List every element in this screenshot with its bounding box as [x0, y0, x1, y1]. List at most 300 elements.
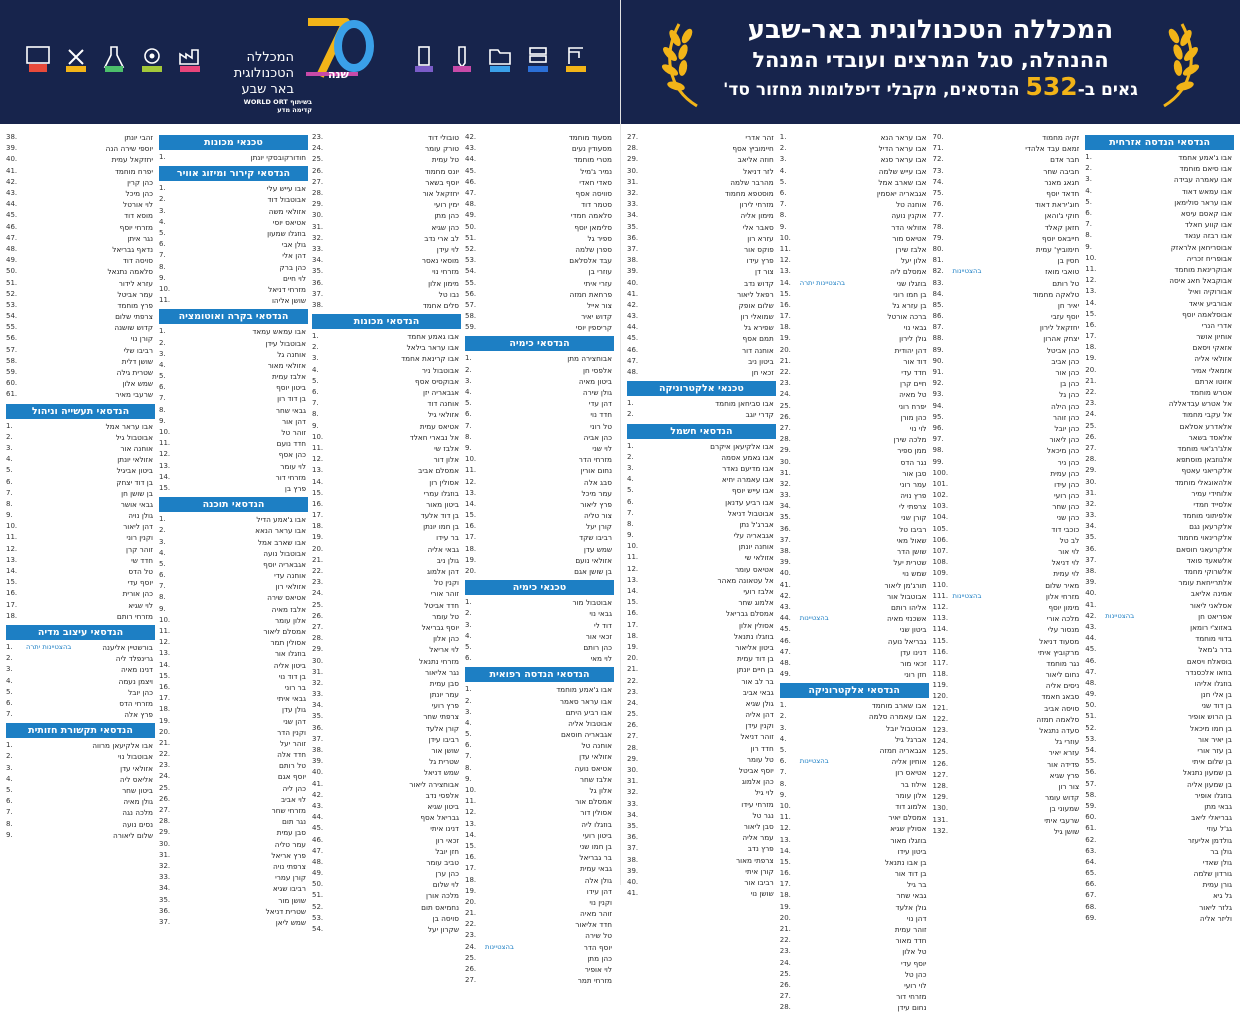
graduate-name: לוי חיים [283, 273, 306, 283]
graduate-row [465, 421, 614, 432]
graduate-name: מזרחי דור [896, 992, 927, 1002]
graduate-name: אלבז עמית [271, 372, 306, 382]
graduate-row [1085, 353, 1234, 364]
graduate-number: 5. [1085, 197, 1092, 206]
section-header: הנדסאי הנדסה אזרחית [1085, 135, 1234, 150]
graduate-number: 48. [779, 658, 791, 667]
graduate-name: לוי שלום [432, 880, 459, 890]
graduate-number: 8. [1085, 231, 1092, 240]
graduate-name: חבר אדם [1050, 155, 1080, 165]
graduate-number: 19. [1085, 354, 1097, 363]
graduate-name: פרץ רועי [431, 701, 459, 711]
graduate-row [6, 177, 155, 188]
graduate-name: אמינה אליאב [1190, 589, 1232, 599]
graduate-number: 29. [627, 155, 639, 164]
graduate-number: 69. [1085, 913, 1097, 922]
graduate-row [627, 441, 776, 452]
graduate-row [6, 132, 155, 143]
graduate-number: 43. [465, 144, 477, 153]
graduate-name: זהר אדרי [745, 133, 774, 143]
graduate-number: 25. [779, 969, 791, 978]
graduate-number: 7. [6, 488, 13, 497]
graduate-name: מוסטפא מחמוד [724, 189, 774, 199]
graduate-number: 20. [627, 654, 639, 663]
graduate-name: סאדי חאדי [579, 177, 612, 187]
graduate-name: נגר הדס [900, 457, 927, 467]
graduate-row [312, 667, 461, 678]
graduate-number: 18. [779, 323, 791, 332]
graduate-number: 16. [312, 499, 324, 508]
graduate-number: 56. [465, 289, 477, 298]
graduate-row [6, 642, 155, 653]
graduate-name: כהן הילה [1051, 401, 1080, 411]
graduate-name: אלבז שירן [895, 244, 927, 254]
graduate-row [6, 210, 155, 221]
graduate-number: 50. [465, 222, 477, 231]
graduate-number: 30. [312, 211, 324, 220]
graduate-name: נגר איתן [127, 233, 153, 243]
graduate-name: סלאמה נתנאל [107, 267, 153, 277]
graduate-number: 118. [932, 670, 949, 679]
graduate-row [465, 210, 614, 221]
graduate-row [465, 740, 614, 751]
graduate-name: אבו עראר אמל [105, 421, 153, 431]
graduate-number: 15. [779, 857, 791, 866]
graduate-row [159, 805, 308, 816]
graduate-row [933, 803, 1082, 814]
graduate-name: בן הרוש אופיר [1187, 712, 1232, 722]
graduate-number: 16. [627, 609, 639, 618]
graduate-name: גג'ל עוזי [1206, 824, 1232, 834]
graduate-number: 58. [1085, 790, 1097, 799]
graduate-row [1085, 689, 1234, 700]
graduate-name: אלמוג דוד [895, 801, 927, 811]
graduate-number: 1. [779, 133, 787, 142]
graduate-name: מטרי מוחמד [573, 155, 612, 165]
graduate-row [1085, 868, 1234, 879]
graduate-name: אוחנה אור [120, 443, 153, 453]
graduate-row [933, 512, 1082, 523]
graduate-row [627, 474, 776, 485]
graduate-number: 31. [312, 222, 324, 231]
graduate-number: 89. [932, 345, 944, 354]
graduate-name: אבו עראר סולימאן [1174, 197, 1232, 207]
graduate-number: 11. [159, 439, 171, 448]
graduate-row [780, 401, 929, 412]
graduate-number: 121. [932, 703, 949, 712]
graduate-row [1085, 242, 1234, 253]
graduate-name: צרפתי לי [898, 502, 927, 512]
graduate-number: 52. [312, 902, 324, 911]
right-page-column [779, 132, 929, 1013]
graduate-name: טל רוני [590, 421, 612, 431]
graduate-row [933, 568, 1082, 579]
graduate-number: 33. [312, 690, 324, 699]
graduate-row [465, 443, 614, 454]
graduate-number: 36. [312, 723, 324, 732]
graduate-number: 10. [465, 786, 477, 795]
graduate-name: גולן ניב [436, 555, 459, 565]
graduate-number: 83. [932, 278, 944, 287]
graduate-number: 12. [159, 450, 171, 459]
graduate-number: 9. [779, 222, 787, 231]
graduate-row [933, 423, 1082, 434]
graduate-number: 2. [159, 526, 166, 535]
graduate-row [780, 734, 929, 745]
graduate-name: טל עמית [431, 155, 459, 165]
graduate-row [933, 445, 1082, 456]
graduate-name: לוי עידן [436, 244, 459, 254]
graduate-number: 10. [779, 801, 791, 810]
graduate-row [780, 557, 929, 568]
graduate-number: 35. [159, 895, 171, 904]
graduate-number: 93. [932, 390, 944, 399]
graduate-name: אזולאי מאור [267, 360, 306, 370]
graduate-number: 35. [779, 513, 791, 522]
graduate-row [465, 376, 614, 387]
graduate-number: 33. [312, 244, 324, 253]
graduate-name: שושן אליהו [271, 296, 306, 306]
graduate-row [465, 311, 614, 322]
graduate-row [6, 763, 155, 774]
graduate-name: בן שושן חן [121, 488, 153, 498]
graduate-row [627, 832, 776, 843]
graduate-row [1085, 600, 1234, 611]
graduate-number: 28. [779, 1003, 791, 1012]
graduate-row [159, 783, 308, 794]
graduate-name: כהן יובל [128, 687, 153, 697]
graduate-row [465, 830, 614, 841]
graduate-number: 13. [159, 461, 171, 470]
graduate-name: זכאי חן [751, 368, 774, 378]
graduate-number: 11. [312, 443, 324, 452]
graduate-name: גולן נויה [128, 511, 153, 521]
graduate-row [465, 488, 614, 499]
graduate-number: 1. [465, 354, 472, 363]
graduate-name: אלסייד חמדי [1193, 499, 1232, 509]
graduate-row [780, 289, 929, 300]
graduate-name: בר לב אור [741, 676, 774, 686]
graduate-row [933, 501, 1082, 512]
graduate-row [780, 902, 929, 913]
graduate-number: 16. [779, 869, 791, 878]
graduate-number: 3. [159, 206, 166, 215]
graduate-number: 46. [6, 222, 18, 231]
graduate-row [159, 760, 308, 771]
graduate-row [933, 345, 1082, 356]
graduate-number: 14. [1085, 298, 1097, 307]
graduate-number: 8. [779, 779, 787, 788]
graduate-row [780, 479, 929, 490]
graduate-name: אלשרוקי מחמד [1183, 567, 1232, 577]
graduate-row [933, 770, 1082, 781]
graduate-name: מזרחי עידו [741, 799, 774, 809]
graduate-name: גבאי מתן [1204, 801, 1232, 811]
graduate-number: 55. [465, 278, 477, 287]
graduate-number: 41. [627, 889, 639, 898]
graduate-name: גרינפלד ליה [115, 654, 153, 664]
graduate-row [1085, 432, 1234, 443]
graduate-number: 20. [1085, 365, 1097, 374]
graduate-number: 34. [312, 256, 324, 265]
graduate-row [780, 779, 929, 790]
graduate-name: אבו אלקיעאן מרווה [92, 741, 153, 751]
graduate-name: אליהו רותם [891, 602, 927, 612]
graduate-number: 30. [1085, 477, 1097, 486]
graduate-row [933, 378, 1082, 389]
graduate-number: 37. [779, 535, 791, 544]
graduate-number: 4. [6, 455, 13, 464]
graduate-number: 20. [312, 544, 324, 553]
graduate-name: אמסלם יאיר [888, 813, 927, 823]
graduate-number: 55. [6, 323, 18, 332]
graduate-name: זכאי אור [585, 631, 612, 641]
graduate-number: 17. [465, 864, 477, 873]
graduate-name: אמסלם ליה [890, 267, 927, 277]
graduate-number: 34. [312, 701, 324, 710]
graduate-number: 21. [465, 909, 477, 918]
graduate-name: לוי אור [1058, 547, 1080, 557]
graduate-row [1085, 365, 1234, 376]
graduate-name: אוקנין נועה [891, 211, 927, 221]
graduate-number: 57. [6, 345, 18, 354]
section-header: הנדסאי הנדסה רפואית [465, 667, 614, 682]
graduate-number: 11. [159, 627, 171, 636]
graduate-row [780, 767, 929, 778]
graduate-name: כהן עמית [1050, 468, 1080, 478]
graduate-name: בן חמו מיכאל [1189, 723, 1232, 733]
graduate-number: 7. [312, 399, 319, 408]
graduate-row [312, 266, 461, 277]
graduate-name: יצחק אהרון [1043, 334, 1080, 344]
graduate-number: 44. [1085, 634, 1097, 643]
graduate-name: קדוש נדב [743, 278, 774, 288]
graduate-number: 49. [779, 670, 791, 679]
graduate-name: קורן אלעד [425, 723, 459, 733]
graduate-row [627, 776, 776, 787]
graduate-row [627, 166, 776, 177]
graduate-row [1085, 398, 1234, 409]
graduate-row [6, 830, 155, 841]
graduate-name: גבריאל נועה [887, 636, 927, 646]
graduate-row [6, 322, 155, 333]
graduate-name: וקנין הדר [277, 727, 306, 737]
graduate-number: 18. [779, 891, 791, 900]
graduate-number: 7. [159, 394, 166, 403]
graduate-name: אל עקבי מחמוד [1182, 410, 1232, 420]
graduate-row [627, 266, 776, 277]
tools-icon [62, 40, 90, 78]
graduate-row [312, 432, 461, 443]
graduate-number: 14. [159, 472, 171, 481]
graduate-number: 132. [932, 826, 949, 835]
graduate-number: 12. [465, 808, 477, 817]
graduate-name: אבו קווע חאלד [1184, 220, 1232, 230]
graduate-name: חדד שי [131, 555, 153, 565]
honors-tag: בהצטיינות [799, 614, 829, 623]
graduate-row [933, 300, 1082, 311]
graduate-number: 6. [627, 497, 634, 506]
graduate-name: אמסלם אור [575, 797, 612, 807]
graduate-name: בן שמעון אליה [1187, 779, 1232, 789]
graduate-row [933, 792, 1082, 803]
graduate-row [159, 536, 308, 547]
graduate-row [159, 449, 308, 460]
graduate-row [780, 501, 929, 512]
graduate-name: בוזגלו ליה [581, 819, 612, 829]
graduate-number: 6. [1085, 209, 1092, 218]
graduate-number: 96. [932, 423, 944, 432]
graduate-number: 38. [312, 746, 324, 755]
graduate-name: בן חיים יונתן [736, 665, 774, 675]
graduate-row [465, 277, 614, 288]
graduate-row [627, 463, 776, 474]
graduate-row [780, 669, 929, 680]
graduate-number: 27. [627, 133, 639, 142]
graduate-row [159, 295, 308, 306]
graduate-name: דנינו איתי [430, 824, 459, 834]
graduate-name: לוי נוי [909, 423, 927, 433]
graduate-name: כהן אביב [1051, 356, 1080, 366]
graduate-name: קדוש שושנה [114, 323, 153, 333]
graduate-name: אזוטו ארתם [1194, 376, 1232, 386]
graduate-row [1085, 443, 1234, 454]
graduate-row [1085, 342, 1234, 353]
graduate-number: 1. [6, 741, 13, 750]
graduate-name: זכאי מור [900, 658, 927, 668]
graduate-number: 45. [1085, 645, 1097, 654]
graduate-number: 67. [1085, 891, 1097, 900]
graduate-name: אלבז שי [434, 443, 459, 453]
graduate-name: שטרית יעל [893, 558, 927, 568]
graduate-name: גלזר ליאור [1199, 902, 1232, 912]
graduate-row [465, 620, 614, 631]
graduate-number: 51. [1085, 712, 1097, 721]
graduate-number: 14. [779, 278, 791, 287]
graduate-name: מסעודין נעים [571, 144, 612, 154]
graduate-name: שפירא גל [743, 323, 774, 333]
graduate-row [933, 591, 1082, 602]
graduate-row [159, 637, 308, 648]
graduate-name: גולן אלעד [895, 902, 927, 912]
graduate-row [465, 199, 614, 210]
graduate-number: 18. [1085, 343, 1097, 352]
graduate-name: מהרבר שלמה [730, 177, 774, 187]
graduate-number: 1. [6, 421, 13, 430]
graduate-number: 52. [465, 244, 477, 253]
graduate-number: 26. [465, 965, 477, 974]
honors-tag: בהצטיינות [952, 591, 982, 600]
graduate-name: אטיאס עומר [734, 564, 774, 574]
graduate-row [627, 255, 776, 266]
graduate-row [6, 796, 155, 807]
graduate-number: 22. [779, 368, 791, 377]
graduate-number: 18. [312, 522, 324, 531]
graduate-row [780, 333, 929, 344]
graduate-row [465, 942, 614, 953]
graduate-row [1085, 476, 1234, 487]
graduate-row [6, 389, 155, 400]
graduate-number: 25. [159, 783, 171, 792]
graduate-row [780, 255, 929, 266]
graduate-name: אלגוזבאן מוסתפא [1176, 455, 1232, 465]
graduate-row [780, 154, 929, 165]
graduate-number: 30. [627, 766, 639, 775]
graduate-row [6, 222, 155, 233]
graduate-name: חביבה שחר [1043, 166, 1080, 176]
partner-text [220, 98, 312, 114]
graduate-number: 38. [312, 300, 324, 309]
graduate-number: 14. [779, 846, 791, 855]
graduate-number: 5. [465, 642, 472, 651]
graduate-number: 38. [627, 256, 639, 265]
graduate-row [780, 311, 929, 322]
graduate-row [312, 767, 461, 778]
honors-tag: בהצטיינות יתרה [799, 278, 846, 287]
graduate-number: 34. [627, 810, 639, 819]
graduate-number: 40. [627, 278, 639, 287]
graduate-name: חודורקובסקי יונתן [250, 153, 306, 163]
graduate-number: 1. [1085, 153, 1092, 162]
graduate-name: סבג אלה [583, 477, 612, 487]
graduate-number: 56. [6, 334, 18, 343]
graduate-number: 6. [6, 797, 13, 806]
graduate-name: גולן אבי [281, 240, 306, 250]
graduate-row [627, 530, 776, 541]
left-columns [6, 132, 614, 986]
graduate-name: טלאקה מחמוד [1032, 289, 1080, 299]
graduate-row [465, 353, 614, 364]
graduate-row [627, 608, 776, 619]
graduate-number: 13. [312, 466, 324, 475]
graduate-number: 25. [312, 600, 324, 609]
graduate-name: שטרית גל [429, 757, 459, 767]
graduate-number: 47. [312, 846, 324, 855]
left-page-column [159, 132, 308, 927]
graduate-number: 19. [465, 886, 477, 895]
graduate-row [312, 924, 461, 935]
graduate-name: זמאם עבד אלהדי [1025, 144, 1080, 154]
graduate-number: 22. [312, 567, 324, 576]
graduate-name: עוזרי בן [588, 267, 612, 277]
graduate-row [312, 566, 461, 577]
graduate-row [933, 277, 1082, 288]
graduate-number: 26. [312, 611, 324, 620]
graduate-row [1085, 566, 1234, 577]
graduate-name: אלקרעאן נגם [1189, 522, 1232, 532]
graduate-number: 29. [312, 645, 324, 654]
graduate-name: כהן רועי [1054, 491, 1080, 501]
graduate-number: 31. [779, 468, 791, 477]
graduate-row [312, 790, 461, 801]
section-header: טכנאי מכונות [159, 135, 308, 150]
graduate-row [933, 468, 1082, 479]
graduate-number: 36. [627, 833, 639, 842]
graduate-row [312, 700, 461, 711]
graduate-number: 41. [627, 289, 639, 298]
graduate-number: 27. [627, 732, 639, 741]
graduate-name: כהן אסף [278, 450, 306, 460]
graduate-row [312, 588, 461, 599]
graduate-name: ממן ספיר [897, 446, 927, 456]
graduate-row [627, 322, 776, 333]
graduate-number: 27. [1085, 443, 1097, 452]
graduate-name: יחזקאל עמית [111, 155, 153, 165]
graduate-number: 23. [159, 761, 171, 770]
graduate-number: 29. [779, 446, 791, 455]
graduate-number: 5. [6, 466, 13, 475]
graduate-number: 46. [465, 177, 477, 186]
